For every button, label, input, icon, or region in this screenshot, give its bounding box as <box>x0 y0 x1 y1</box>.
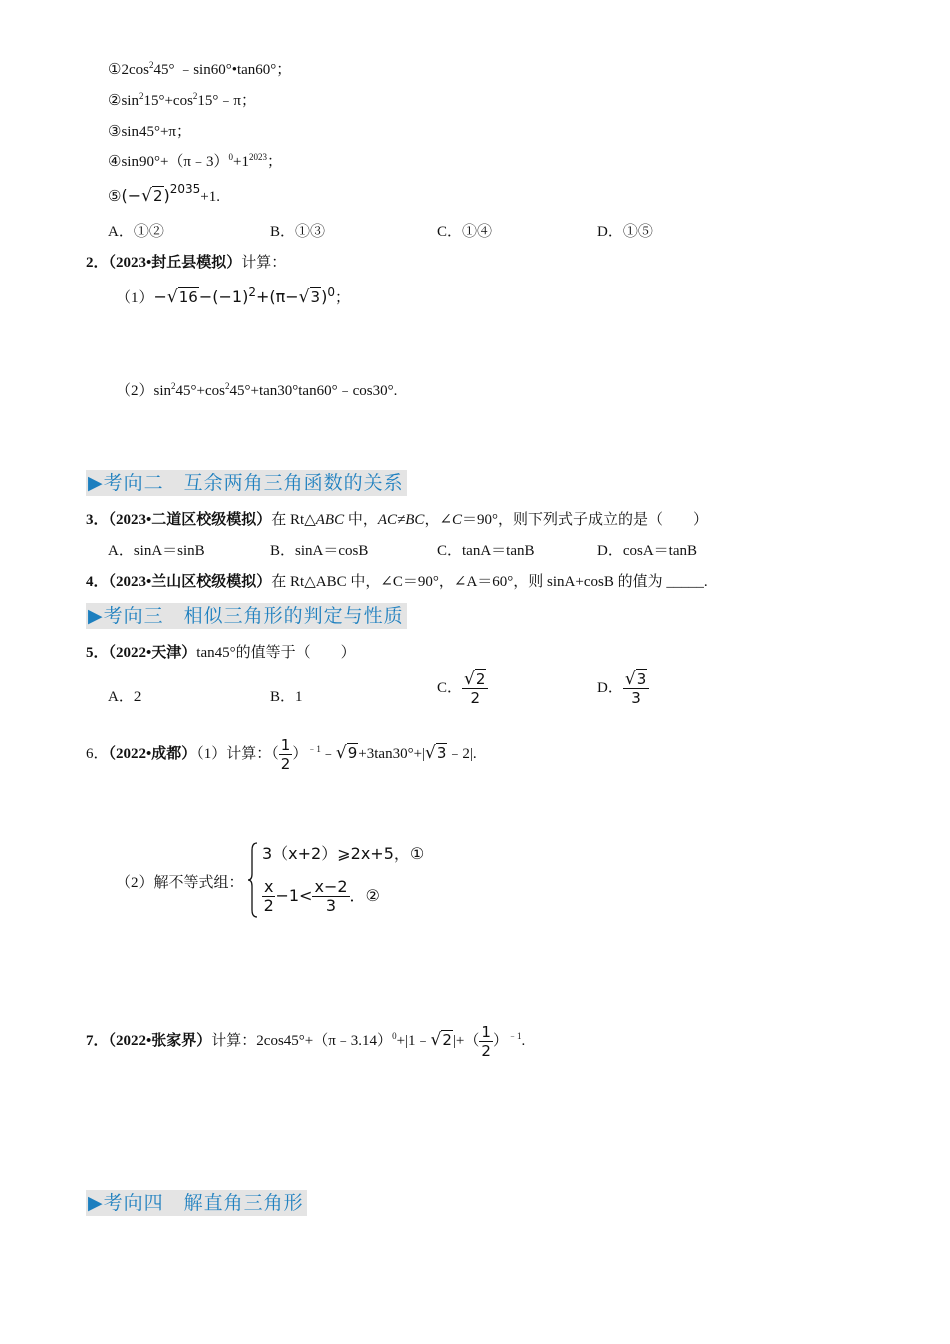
q6-inequality-1: 3（x+2）⩾2x+5，① <box>262 844 425 863</box>
q5-option-c: C． $\frac{√2}{2}$ <box>437 670 488 707</box>
q5-option-b: B．1 <box>270 689 303 705</box>
q3-stem: 3．（2023•二道区校级模拟）在 Rt△ABC 中，AC≠BC，∠C＝90°，则下列式子成立的是（ ） <box>86 512 709 528</box>
q1-item-3: ③sin45°+π； <box>108 124 191 140</box>
q1-option-a: A．①② <box>108 224 164 240</box>
section-heading-2: ▶考向二 互余两角三角函数的关系 <box>86 470 407 496</box>
q1-item-2: $②\sin^215^\circ+\cos^215^\circ﹣\pi$； <box>108 91 256 109</box>
q1-item-5: $⑤(-√2)^{2035}+1$. <box>108 182 221 206</box>
q6-part1: 6．（2022•成都）（1）计算：（ $\frac{1}{2}$ ）$^{﹣1}$﹣√9+3tan30°+|√3﹣2|. <box>86 736 477 774</box>
system-brace <box>248 842 258 918</box>
q1-item-4: $④\sin 90^\circ+(\pi﹣3)^0+1^{2023}$； <box>108 152 282 170</box>
q5-option-a: A．2 <box>108 689 142 705</box>
q1-option-d: D．①⑤ <box>597 224 653 240</box>
section-heading-4: ▶考向四 解直角三角形 <box>86 1190 307 1216</box>
q6-inequality-2: $\frac{x}{2}$ −1< $\frac{x-2}{3}$ ．② <box>263 877 380 915</box>
q5-option-d: D． $\frac{√3}{3}$ <box>597 670 649 707</box>
q1-option-c: C．①④ <box>437 224 493 240</box>
q3-option-c: C．tanA＝tanB <box>437 543 535 559</box>
q3-option-d: D．cosA＝tanB <box>597 543 697 559</box>
q5-stem: 5．（2022•天津）tan45°的值等于（ ） <box>86 645 356 661</box>
q2-stem: 2．（2023•封丘县模拟）计算： <box>86 255 287 271</box>
q3-option-b: B．sinA＝cosB <box>270 543 369 559</box>
q4-stem: 4．（2023•兰山区校级模拟）在 Rt△ABC 中，∠C＝90°，∠A＝60°，则 sinA+cosB 的值为 _____. <box>86 574 708 590</box>
q2-part1: $(1)-√16-(-1)^2+(\pi-√3)^0$； <box>116 285 350 307</box>
q1-item-1: $①2\cos^245^\circ$ ﹣sin60°•tan60°； <box>108 60 292 78</box>
q1-option-b: B．①③ <box>270 224 326 240</box>
q6-part2-label: （2）解不等式组： <box>116 875 244 891</box>
q2-part2: $(2)\sin^245^\circ+\cos^245^\circ+\tan 30^\circ\tan 60^\circ﹣\cos 30^\circ$. <box>116 381 398 399</box>
q3-option-a: A．sinA＝sinB <box>108 543 205 559</box>
q7-stem: 7．（2022•张家界）计算：2cos45°+（π﹣3.14）$^0$+|1﹣√2|+（ $\frac{1}{2}$ ）$^{﹣1}$. <box>86 1023 526 1061</box>
section-heading-3: ▶考向三 相似三角形的判定与性质 <box>86 603 407 629</box>
